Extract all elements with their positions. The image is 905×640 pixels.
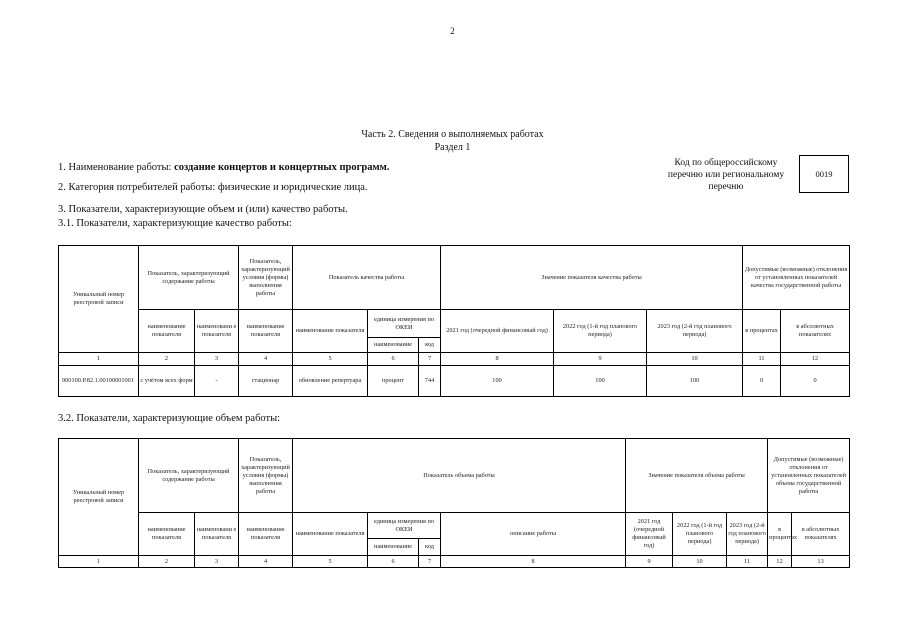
conditions-header: Показатель, характеризующий условия (формы) выполнения работы [239, 246, 293, 310]
content-header: Показатель, характеризующий содержание работы [139, 439, 239, 513]
okei-header: единица измерения по ОКЕИ [368, 513, 441, 539]
volume-value-header: Значение показателя объема работы [626, 439, 768, 513]
code-box: 0019 [799, 155, 849, 193]
column-numbers-row: 1 2 3 4 5 6 7 8 9 10 11 12 [59, 353, 850, 366]
quality-value-header: Значение показателя качества работы [441, 246, 743, 310]
year-2023-header: 2023 год (2-й год планового периода) [727, 513, 768, 556]
in-absolute-header: в абсолютных показателях [792, 513, 850, 556]
year-2022-header: 2022 год (1-й год планового периода) [554, 310, 647, 353]
okei-header: единица измерения по ОКЕИ [368, 310, 441, 338]
column-numbers-row: 1 2 3 4 5 6 7 8 9 10 11 12 13 [59, 556, 850, 568]
col-name-header: наименовани е показателя [195, 513, 239, 556]
deviation-header: Допустимые (возможные) отклонения от установленных показателей объема государственной работы [768, 439, 850, 513]
registry-number-cell: 900100.Р.82.1.00190001001 [59, 366, 139, 397]
year-2023-header: 2023 год (2-й год планового периода) [647, 310, 743, 353]
col-name-header: наименование показателя [139, 310, 195, 353]
work-name-label: 1. Наименование работы: [58, 162, 175, 173]
part-heading [0, 128, 905, 154]
col-name-header: наименование показателя [239, 513, 293, 556]
in-absolute-header: в абсолютных показателях [781, 310, 850, 353]
in-percent-header: в процентах [743, 310, 781, 353]
conditions-header: Показатель, характеризующий условия (формы) выполнения работы [239, 439, 293, 513]
page-number: 2 [450, 26, 455, 36]
volume-indicators-heading: 3.2. Показатели, характеризующие объем работы: [58, 413, 281, 424]
in-percent-header: в процентах [768, 513, 792, 556]
work-name-line [58, 161, 389, 174]
unique-number-header: Уникальный номер реестровой записи [59, 246, 139, 353]
indicators-heading: 3. Показатели, характеризующие объем и (или) качество работы. [58, 204, 348, 215]
deviation-header: Допустимые (возможные) отклонения от установленных показателей качества государственной работы [743, 246, 850, 310]
work-description-header: описание работы [441, 513, 626, 556]
part-title: Часть 2. Сведения о выполняемых работах [361, 129, 544, 140]
okei-name-header: наименование [368, 539, 419, 556]
unique-number-header: Уникальный номер реестровой записи [59, 439, 139, 556]
section-title: Раздел 1 [434, 142, 471, 153]
okei-code-header: код [419, 539, 441, 556]
col-name-header: наименование показателя [293, 310, 368, 353]
quality-indicator-header: Показатель качества работы [293, 246, 441, 310]
year-2021-header: 2021 год (очередной финансовый год) [626, 513, 673, 556]
quality-table [58, 245, 850, 397]
year-2022-header: 2022 год (1-й год планового периода) [673, 513, 727, 556]
col-name-header: наименование показателя [293, 513, 368, 556]
okei-name-header: наименование [368, 338, 419, 353]
col-name-header: наименование показателя [239, 310, 293, 353]
table-row: 900100.Р.82.1.00190001001 с учётом всех форм - стационар обновление репертуара процент 744 100 100 100 0 0 [59, 366, 850, 397]
okei-code-header: код [419, 338, 441, 353]
year-2021-header: 2021 год (очередной финансовый год) [441, 310, 554, 353]
code-label: Код по общероссийскому перечню или региональному перечню [667, 158, 785, 192]
work-name-value: создание концертов и концертных программ. [174, 162, 390, 173]
consumer-category-line: 2. Категория потребителей работы: физические и юридические лица. [58, 182, 368, 193]
col-name-header: наименование показателя [139, 513, 195, 556]
quality-indicators-heading: 3.1. Показатели, характеризующие качество работы: [58, 218, 292, 229]
col-name-header: наименовани е показателя [195, 310, 239, 353]
volume-indicator-header: Показатель объема работы [293, 439, 626, 513]
content-header: Показатель, характеризующий содержание работы [139, 246, 239, 310]
volume-table [58, 438, 850, 568]
